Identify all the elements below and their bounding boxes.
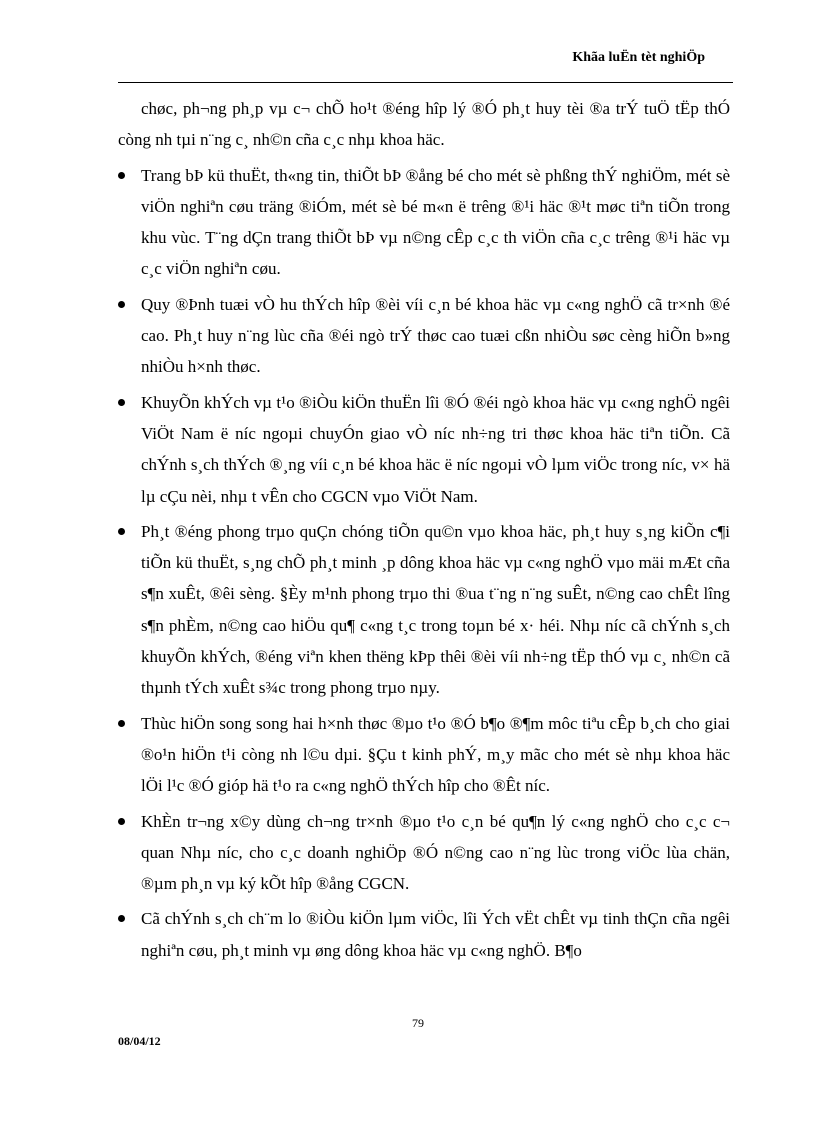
list-item-text: Cã chÝnh s¸ch ch¨m lo ®iÒu kiÖn lµm viÖc, lîi Ých vËt chÊt vµ tinh thÇn cña ngêi nghiªn cøu, ph¸t minh vµ øng dông khoa häc vµ c«ng nghÖ. B¶o — [141, 909, 730, 960]
page-number: 79 — [412, 1016, 424, 1030]
list-item-text: Ph¸t ®éng phong trµo quÇn chóng tiÕn qu©n vµo khoa häc, ph¸t huy s¸ng kiÕn c¶i tiÕn kü thuËt, s¸ng chÕ ph¸t minh ¸p dông khoa häc vµ c«ng nghÖ vµo mäi mÆt cña s¶n xuÊt, ®êi sèng. §Èy m¹nh phong trµo thi ®ua t¨ng n¨ng suÊt, n©ng cao chÊt lîng s¶n phÈm, n©ng cao hiÖu qu¶ c«ng t¸c trong toµn bé x· héi. Nhµ níc cã chÝnh s¸ch khuyÕn khÝch, ®éng viªn khen thëng kÞp thêi ®èi víi nh÷ng tËp thÓ vµ c¸ nh©n cã thµnh tÝch xuÊt s¾c trong phong trµo nµy. — [141, 521, 730, 698]
bullet-icon — [118, 915, 125, 922]
list-item-text: Thùc hiÖn song song hai h×nh thøc ®µo t¹o ®Ó b¶o ®¶m môc tiªu cÊp b¸ch cho giai ®o¹n hiÖn t¹i còng nh l©u dµi. §Çu t kinh phÝ, m¸y mãc cho mét sè nhµ khoa häc lÖi l¹c ®Ó gióp hä t¹o ra c«ng nghÖ thÝch hîp cho ®Êt níc. — [141, 713, 730, 796]
list-item-text: KhuyÕn khÝch vµ t¹o ®iÒu kiÖn thuËn lîi ®Ó ®éi ngò khoa häc vµ c«ng nghÖ ngêi ViÖt Nam ë níc ngoµi chuyÓn giao vÒ níc nh÷ng tri thøc khoa häc tiªn tiÕn. Cã chÝnh s¸ch thÝch ®¸ng víi c¸n bé khoa häc ë níc ngoµi vÒ lµm viÖc trong níc, v× hä lµ cÇu nèi, nhµ t vÊn cho CGCN vµo ViÖt Nam. — [141, 392, 730, 506]
running-header: Khãa luËn tèt nghiÖp — [572, 50, 705, 65]
bullet-icon — [118, 720, 125, 727]
bullet-icon — [118, 528, 125, 535]
bullet-icon — [118, 301, 125, 308]
bullet-icon — [118, 172, 125, 179]
list-item — [118, 160, 730, 285]
list-item — [118, 289, 730, 383]
header-rule — [118, 82, 733, 83]
body-text — [118, 93, 730, 966]
intro-paragraph: chøc, ph¬ng ph¸p vµ c¬ chÕ ho¹t ®éng hîp lý ®Ó ph¸t huy tèi ®a trÝ tuÖ tËp thÓ còng nh tµi n¨ng c¸ nh©n cña c¸c nhµ khoa häc. — [118, 99, 730, 150]
list-item — [118, 708, 730, 802]
bullet-icon — [118, 818, 125, 825]
bullet-icon — [118, 399, 125, 406]
bullet-list — [118, 160, 730, 966]
list-item — [118, 516, 730, 704]
list-item — [118, 806, 730, 900]
list-item — [118, 387, 730, 512]
list-item-text: Trang bÞ kü thuËt, th«ng tin, thiÕt bÞ ®ång bé cho mét sè phßng thÝ nghiÖm, mét sè viÖn nghiªn cøu träng ®iÓm, mét sè bé m«n ë trêng ®¹i häc ®¹t møc tiªn tiÕn trong khu vùc. T¨ng dÇn trang thiÕt bÞ vµ n©ng cÊp c¸c th viÖn cña c¸c trêng ®¹i häc vµ c¸c viÖn nghiªn cøu. — [141, 165, 730, 279]
list-item-text: Quy ®Þnh tuæi vÒ hu thÝch hîp ®èi víi c¸n bé khoa häc vµ c«ng nghÖ cã tr×nh ®é cao. Ph¸t huy n¨ng lùc cña ®éi ngò trÝ thøc cao tuæi cßn nhiÒu søc cèng hiÕn b»ng nhiÒu h×nh thøc. — [141, 294, 730, 377]
footer-date: 08/04/12 — [118, 1034, 161, 1048]
list-item — [118, 903, 730, 966]
list-item-text: KhÈn tr¬ng x©y dùng ch¬ng tr×nh ®µo t¹o c¸n bé qu¶n lý c«ng nghÖ cho c¸c c¬ quan Nhµ níc, cho c¸c doanh nghiÖp ®Ó n©ng cao n¨ng lùc trong viÖc lùa chän, ®µm ph¸n vµ ký kÕt hîp ®ång CGCN. — [141, 811, 730, 894]
